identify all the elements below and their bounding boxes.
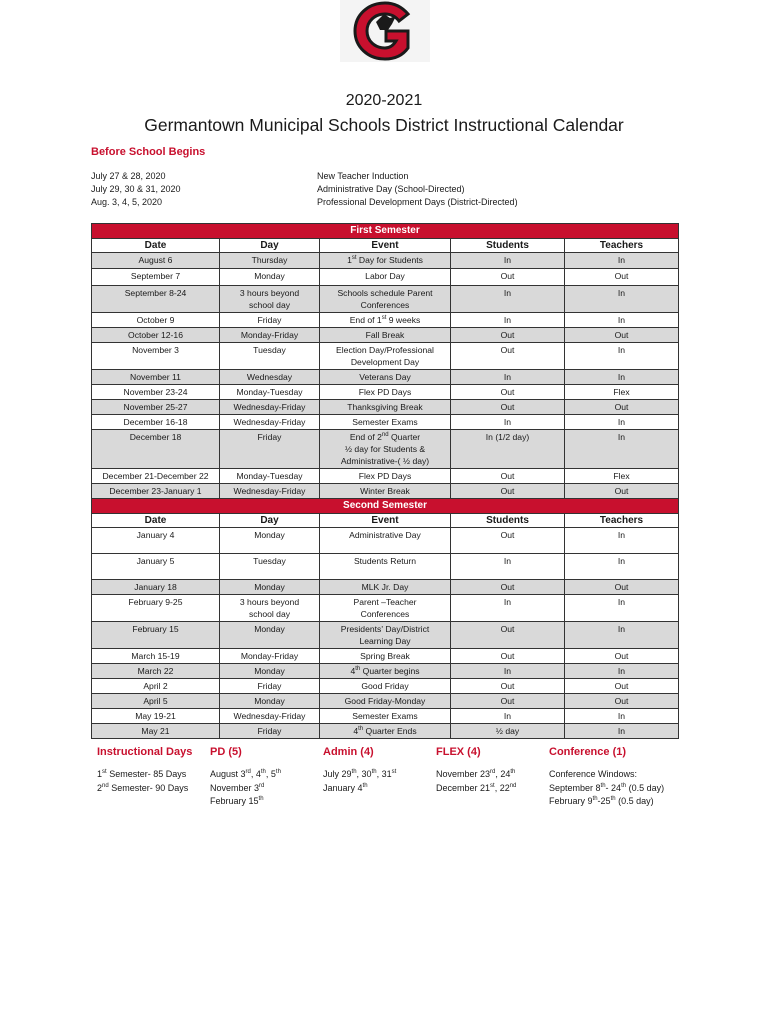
summary-heading: Instructional Days (97, 746, 193, 758)
cell-day: Friday (220, 430, 320, 469)
cell-teachers: Out (565, 580, 679, 595)
summary-line: December 21st, 22nd (436, 782, 517, 793)
summary-column (549, 746, 664, 809)
germantown-logo (340, 0, 430, 62)
cell-day: Monday (220, 528, 320, 554)
cell-event: Thanksgiving Break (320, 400, 451, 415)
cell-students: Out (451, 328, 565, 343)
cell-event: Presidents' Day/District Learning Day (320, 622, 451, 649)
cell-teachers: In (565, 430, 679, 469)
cell-date: April 5 (92, 694, 220, 709)
cell-students: Out (451, 469, 565, 484)
cell-date: November 23-24 (92, 385, 220, 400)
column-header: Event (320, 239, 451, 253)
table-row (92, 554, 679, 580)
cell-event: MLK Jr. Day (320, 580, 451, 595)
cell-teachers: Out (565, 400, 679, 415)
cell-teachers: In (565, 554, 679, 580)
summary-line: September 8th- 24th (0.5 day) (549, 782, 665, 793)
cell-students: In (451, 595, 565, 622)
cell-event: 1st Day for Students (320, 253, 451, 269)
cell-event: Labor Day (320, 269, 451, 286)
column-header: Event (320, 514, 451, 528)
cell-teachers: In (565, 343, 679, 370)
summary-line: August 3rd, 4th, 5th (210, 769, 281, 779)
cell-teachers: In (565, 370, 679, 385)
table-row (92, 595, 679, 622)
first-semester-table (91, 223, 679, 739)
cell-students: Out (451, 385, 565, 400)
cell-students: In (451, 709, 565, 724)
before-date: July 27 & 28, 2020 (91, 171, 166, 181)
cell-students: Out (451, 269, 565, 286)
cell-teachers: In (565, 622, 679, 649)
table-row (92, 679, 679, 694)
cell-date: March 22 (92, 664, 220, 679)
cell-students: Out (451, 528, 565, 554)
cell-date: February 9-25 (92, 595, 220, 622)
cell-students: In (451, 370, 565, 385)
before-event: Professional Development Days (District-Directed) (317, 196, 518, 207)
before-date: July 29, 30 & 31, 2020 (91, 183, 181, 194)
summary-column (97, 746, 192, 795)
column-header: Day (220, 239, 320, 253)
table-row (92, 694, 679, 709)
table-row (92, 415, 679, 430)
cell-day: Wednesday-Friday (220, 484, 320, 499)
cell-event: 4th Quarter Ends (320, 724, 451, 739)
cell-event: Flex PD Days (320, 385, 451, 400)
cell-day: Monday (220, 694, 320, 709)
cell-date: January 4 (92, 528, 220, 554)
cell-date: September 7 (92, 269, 220, 286)
cell-teachers: In (565, 415, 679, 430)
cell-day: Monday (220, 664, 320, 679)
cell-day: Monday (220, 580, 320, 595)
before-event: Administrative Day (School-Directed) (317, 183, 465, 194)
summary-line: February 15th (210, 796, 264, 806)
cell-teachers: Out (565, 269, 679, 286)
cell-event: 4th Quarter begins (320, 664, 451, 679)
column-header: Teachers (565, 239, 679, 253)
cell-event: Spring Break (320, 649, 451, 664)
cell-day: Monday-Friday (220, 649, 320, 664)
cell-students: In (451, 313, 565, 328)
before-school-item (91, 197, 691, 210)
cell-event: Good Friday (320, 679, 451, 694)
cell-students: Out (451, 694, 565, 709)
summary-line: 1st Semester- 85 Days (97, 769, 187, 779)
cell-teachers: Out (565, 484, 679, 499)
summary-line: November 3rd (210, 782, 265, 793)
cell-date: November 11 (92, 370, 220, 385)
cell-date: November 25-27 (92, 400, 220, 415)
cell-students: Out (451, 580, 565, 595)
cell-teachers: Out (565, 694, 679, 709)
summary-line: 2nd Semester- 90 Days (97, 782, 189, 793)
column-header: Teachers (565, 514, 679, 528)
cell-event: Election Day/Professional Development Day (320, 343, 451, 370)
cell-day: Monday-Tuesday (220, 469, 320, 484)
cell-students: In (451, 253, 565, 269)
table-row (92, 622, 679, 649)
table-row (92, 253, 679, 269)
cell-date: December 18 (92, 430, 220, 469)
cell-date: December 21-December 22 (92, 469, 220, 484)
cell-event: Students Return (320, 554, 451, 580)
cell-event: Veterans Day (320, 370, 451, 385)
cell-event: End of 2nd Quarter ½ day for Students & Administrative-( ½ day) (320, 430, 451, 469)
table-row (92, 469, 679, 484)
before-date: Aug. 3, 4, 5, 2020 (91, 196, 163, 207)
summary-line: February 9th-25th (0.5 day) (549, 796, 654, 806)
cell-students: In (1/2 day) (451, 430, 565, 469)
cell-teachers: In (565, 528, 679, 554)
cell-students: Out (451, 679, 565, 694)
cell-day: Wednesday (220, 370, 320, 385)
summary-column (436, 746, 516, 795)
cell-teachers: Out (565, 328, 679, 343)
summary-heading: PD (5) (210, 746, 242, 758)
summary-column (210, 746, 281, 809)
table-row (92, 343, 679, 370)
cell-students: Out (451, 649, 565, 664)
table-row (92, 709, 679, 724)
cell-date: October 9 (92, 313, 220, 328)
summary-line: Conference Windows: (549, 769, 638, 779)
cell-students: Out (451, 622, 565, 649)
before-school-item (91, 171, 691, 184)
cell-date: November 3 (92, 343, 220, 370)
cell-day: 3 hours beyond school day (220, 595, 320, 622)
cell-day: Wednesday-Friday (220, 415, 320, 430)
column-header: Day (220, 514, 320, 528)
first-semester-heading: First Semester (92, 224, 679, 239)
second-semester-heading: Second Semester (92, 499, 679, 514)
cell-date: March 15-19 (92, 649, 220, 664)
cell-event: Semester Exams (320, 709, 451, 724)
column-header: Date (92, 239, 220, 253)
cell-teachers: Out (565, 649, 679, 664)
table-row (92, 286, 679, 313)
cell-event: Parent –Teacher Conferences (320, 595, 451, 622)
cell-date: May 19-21 (92, 709, 220, 724)
cell-day: Wednesday-Friday (220, 709, 320, 724)
cell-date: February 15 (92, 622, 220, 649)
cell-event: Fall Break (320, 328, 451, 343)
table-row (92, 430, 679, 469)
cell-day: Tuesday (220, 343, 320, 370)
cell-teachers: In (565, 709, 679, 724)
cell-students: In (451, 415, 565, 430)
cell-day: 3 hours beyond school day (220, 286, 320, 313)
summary-line: January 4th (323, 782, 368, 793)
cell-teachers: In (565, 664, 679, 679)
cell-day: Tuesday (220, 554, 320, 580)
cell-teachers: In (565, 595, 679, 622)
cell-teachers: Out (565, 679, 679, 694)
cell-event: End of 1st 9 weeks (320, 313, 451, 328)
summary-column (323, 746, 396, 795)
cell-teachers: In (565, 286, 679, 313)
before-event: New Teacher Induction (317, 171, 409, 181)
summary-line: November 23rd, 24th (436, 769, 516, 779)
cell-date: October 12-16 (92, 328, 220, 343)
cell-date: April 2 (92, 679, 220, 694)
table-row (92, 664, 679, 679)
table-row (92, 269, 679, 286)
cell-day: Friday (220, 679, 320, 694)
cell-students: Out (451, 484, 565, 499)
cell-event: Semester Exams (320, 415, 451, 430)
cell-day: Monday-Friday (220, 328, 320, 343)
column-header: Date (92, 514, 220, 528)
table-row (92, 580, 679, 595)
before-school-item (91, 184, 691, 197)
cell-event: Schools schedule Parent Conferences (320, 286, 451, 313)
cell-day: Friday (220, 313, 320, 328)
cell-event: Administrative Day (320, 528, 451, 554)
summary-line: July 29th, 30th, 31st (323, 769, 397, 779)
cell-day: Thursday (220, 253, 320, 269)
cell-day: Wednesday-Friday (220, 400, 320, 415)
cell-teachers: In (565, 313, 679, 328)
cell-students: In (451, 664, 565, 679)
cell-date: August 6 (92, 253, 220, 269)
table-row (92, 724, 679, 739)
table-row (92, 328, 679, 343)
column-header: Students (451, 514, 565, 528)
cell-event: Flex PD Days (320, 469, 451, 484)
cell-students: ½ day (451, 724, 565, 739)
summary-heading: Admin (4) (323, 746, 374, 758)
table-row (92, 484, 679, 499)
cell-day: Friday (220, 724, 320, 739)
before-school-heading: Before School Begins (91, 146, 206, 158)
cell-date: December 16-18 (92, 415, 220, 430)
cell-day: Monday (220, 622, 320, 649)
cell-students: Out (451, 343, 565, 370)
cell-teachers: Flex (565, 385, 679, 400)
cell-date: May 21 (92, 724, 220, 739)
cell-date: January 5 (92, 554, 220, 580)
table-row (92, 313, 679, 328)
table-row (92, 528, 679, 554)
cell-date: January 18 (92, 580, 220, 595)
cell-event: Winter Break (320, 484, 451, 499)
summary-heading: Conference (1) (549, 746, 627, 758)
cell-students: In (451, 554, 565, 580)
summary-heading: FLEX (4) (436, 746, 481, 758)
cell-teachers: In (565, 253, 679, 269)
cell-day: Monday (220, 269, 320, 286)
page-title: Germantown Municipal Schools District Instructional Calendar (144, 115, 624, 135)
cell-students: In (451, 286, 565, 313)
cell-teachers: In (565, 724, 679, 739)
cell-day: Monday-Tuesday (220, 385, 320, 400)
table-row (92, 385, 679, 400)
table-row (92, 370, 679, 385)
column-header: Students (451, 239, 565, 253)
cell-event: Good Friday-Monday (320, 694, 451, 709)
table-row (92, 400, 679, 415)
cell-date: September 8-24 (92, 286, 220, 313)
cell-students: Out (451, 400, 565, 415)
table-row (92, 649, 679, 664)
school-year: 2020-2021 (345, 92, 423, 109)
cell-date: December 23-January 1 (92, 484, 220, 499)
cell-teachers: Flex (565, 469, 679, 484)
before-school-list (91, 171, 691, 209)
